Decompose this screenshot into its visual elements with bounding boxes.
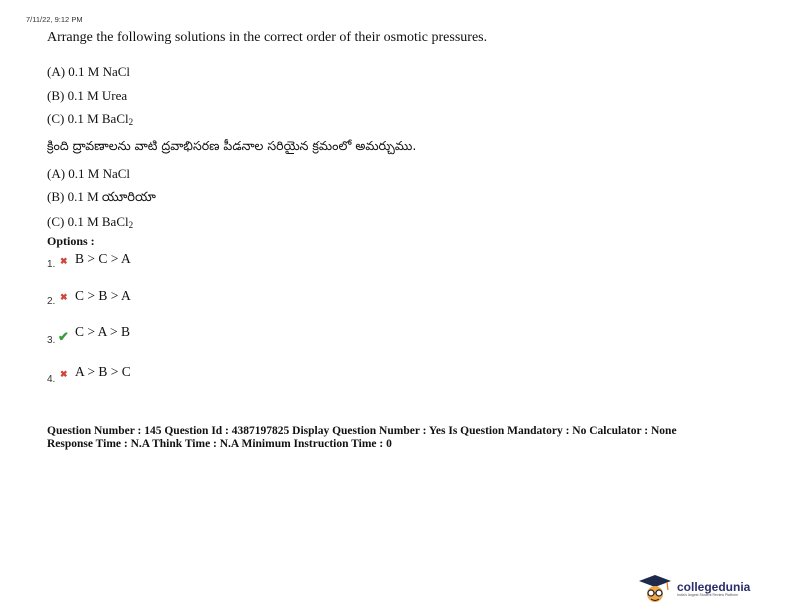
logo-tagline: India's largest Student Review Platform [677,592,738,597]
option-4-number: 4. [47,374,56,385]
option-2-number: 2. [47,296,56,307]
question-metadata-line-2: Response Time : N.A Think Time : N.A Minimum Instruction Time : 0 [47,438,392,450]
cross-icon: ✖ [60,292,68,302]
option-1-number: 1. [47,259,56,270]
check-icon: ✔ [58,329,69,344]
graduate-mascot-icon [637,575,673,603]
logo-wordmark: collegedunia [677,579,751,594]
item-a-telugu: (A) 0.1 M NaCl [47,166,131,181]
item-a-english: (A) 0.1 M NaCl [47,64,131,79]
item-b-telugu: (B) 0.1 M యూరియా [47,189,156,204]
option-3-number: 3. [47,335,56,346]
item-c-telugu-prefix: (C) 0.1 M BaCl [47,214,129,229]
timestamp: 7/11/22, 9:12 PM [26,15,83,24]
options-label: Options : [47,234,95,248]
item-c-english-prefix: (C) 0.1 M BaCl [47,111,129,126]
option-2-text: C > B > A [75,288,131,303]
collegedunia-logo [637,575,750,603]
option-4-text: A > B > C [75,364,131,379]
cross-icon: ✖ [60,369,68,379]
question-metadata-line-1: Question Number : 145 Question Id : 4387197825 Display Question Number : Yes Is Question Mandatory : No Calculator : None [47,425,677,437]
option-1-text: B > C > A [75,251,131,266]
item-b-english: (B) 0.1 M Urea [47,88,128,103]
question-text-telugu: క్రింది ద్రావణాలను వాటి ద్రవాభిసరణ పీడనాల సరియైన క్రమంలో అమర్చుము. [47,138,417,153]
question-text-english: Arrange the following solutions in the correct order of their osmotic pressures. [47,30,488,45]
cross-icon: ✖ [60,256,68,266]
option-3-text: C > A > B [75,324,130,339]
item-c-english [47,111,133,127]
item-c-telugu-subscript: 2 [128,220,134,230]
item-c-english-subscript: 2 [128,117,134,127]
item-c-telugu [47,214,133,230]
